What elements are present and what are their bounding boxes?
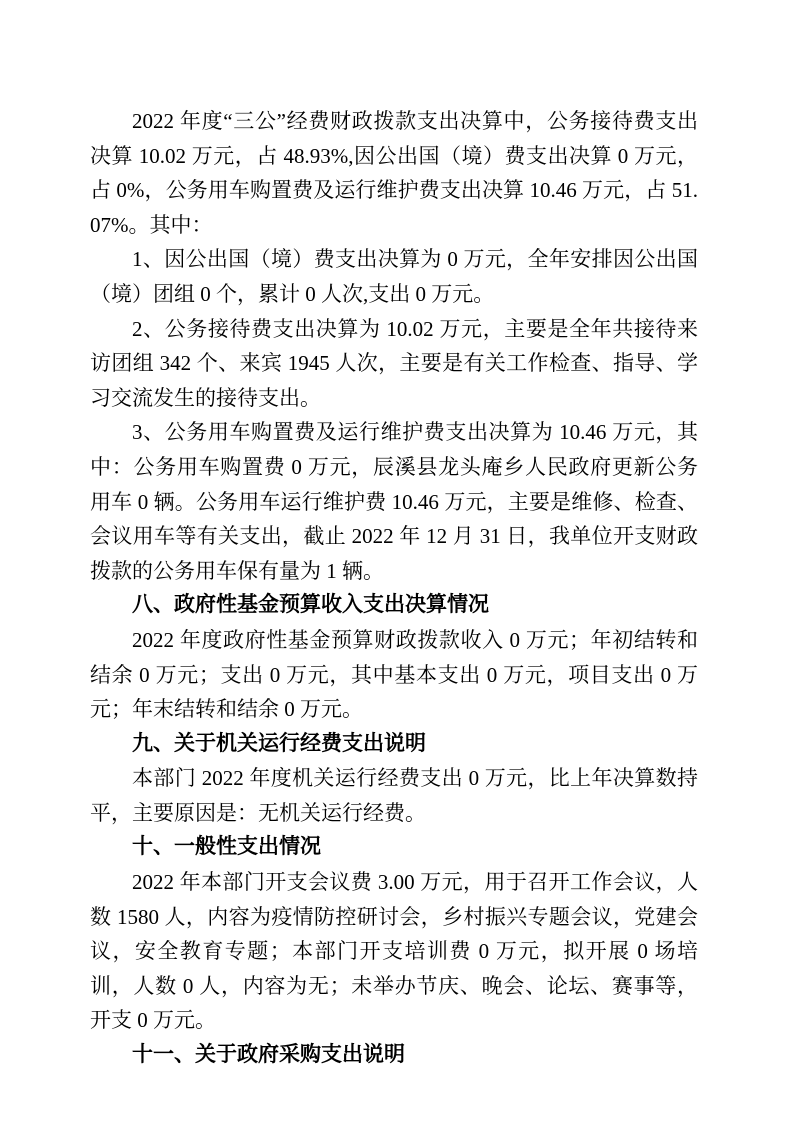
heading-section-11-government-procurement: 十一、关于政府采购支出说明 bbox=[132, 1043, 405, 1067]
paragraph-overseas-travel-expense: 1、因公出国（境）费支出决算为 0 万元，全年安排因公出国（境）团组 0 个，累计 0 人次,支出 0 万元。 bbox=[90, 247, 698, 306]
document-content bbox=[90, 104, 698, 1073]
heading-section-10-general-expenditure: 十、一般性支出情况 bbox=[132, 835, 321, 859]
paragraph-general-expenditure-detail: 2022 年本部门开支会议费 3.00 万元，用于召开工作会议，人数 1580 人，内容为疫情防控研讨会，乡村振兴专题会议，党建会议，安全教育专题；本部门开支培训费 0 万元，拟开展 0 场培训，人数 0 人，内容为无；未举办节庆、晚会、论坛、赛事等，开支 0 万元。 bbox=[90, 870, 698, 1033]
paragraph-three-public-expense-overview: 2022 年度“三公”经费财政拨款支出决算中，公务接待费支出决算 10.02 万元，占 48.93%,因公出国（境）费支出决算 0 万元，占 0%，公务用车购置费及运行维护费支出决算 10.46 万元，占 51.07%。其中： bbox=[90, 109, 698, 237]
paragraph-government-fund-budget-detail: 2022 年度政府性基金预算财政拨款收入 0 万元；年初结转和结余 0 万元；支出 0 万元，其中基本支出 0 万元，项目支出 0 万元；年末结转和结余 0 万元。 bbox=[90, 627, 698, 722]
paragraph-official-reception-expense: 2、公务接待费支出决算为 10.02 万元，主要是全年共接待来访团组 342 个、来宾 1945 人次，主要是有关工作检查、指导、学习交流发生的接待支出。 bbox=[90, 316, 698, 410]
heading-section-8-government-fund-budget: 八、政府性基金预算收入支出决算情况 bbox=[132, 593, 489, 617]
paragraph-official-vehicle-expense: 3、公务用车购置费及运行维护费支出决算为 10.46 万元，其中：公务用车购置费 0 万元，辰溪县龙头庵乡人民政府更新公务用车 0 辆。公务用车运行维护费 10.46 万元，主要是维修、检查、会议用车等有关支出，截止 2022 年 12 月 31 日，我单位开支财政拨款的公务用车保有量为 1 辆。 bbox=[90, 420, 698, 583]
paragraph-agency-operating-expense-detail: 本部门 2022 年度机关运行经费支出 0 万元，比上年决算数持平，主要原因是：无机关运行经费。 bbox=[90, 766, 698, 825]
heading-section-9-agency-operating-expense: 九、关于机关运行经费支出说明 bbox=[132, 731, 426, 755]
